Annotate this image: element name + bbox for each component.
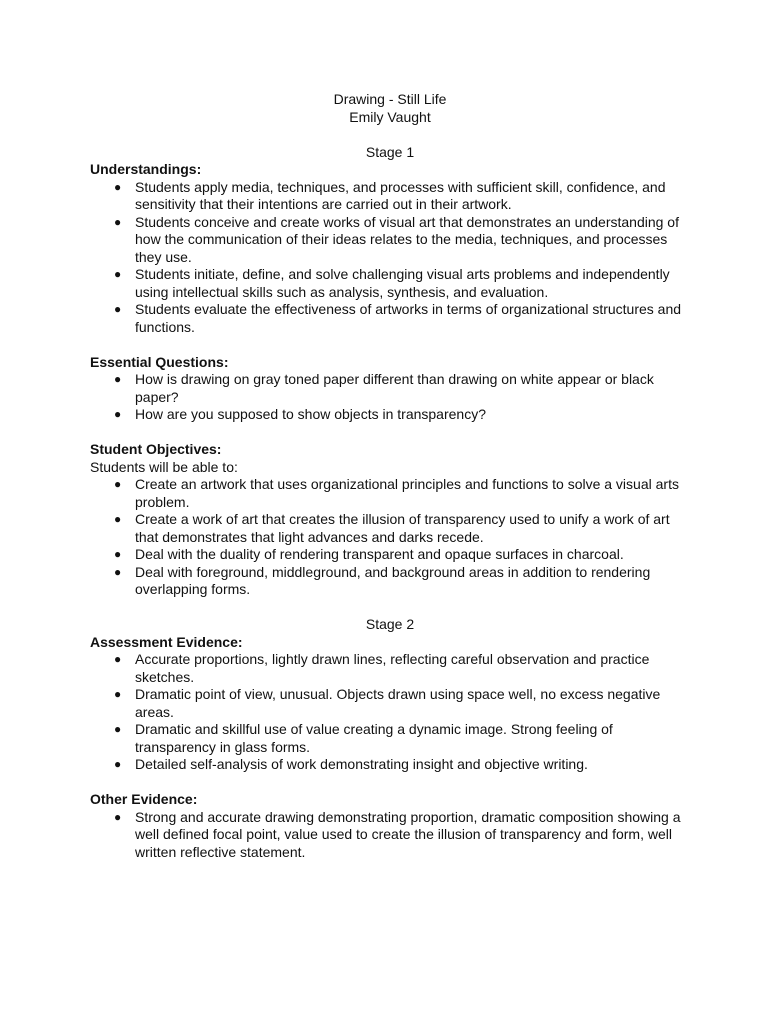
bullet-icon: ● [114,757,122,771]
student-objectives-intro: Students will be able to: [90,458,238,475]
other-evidence-section [90,791,690,861]
list-item [90,301,690,336]
bullet-icon: ● [114,302,122,316]
other-evidence-heading: Other Evidence: [90,791,198,807]
bullet-icon: ● [114,547,122,561]
list-item [90,266,690,301]
list-item-text: How are you supposed to show objects in transparency? [135,406,486,422]
bullet-icon: ● [114,267,122,281]
list-item [90,651,690,686]
list-item [90,686,690,721]
bullet-icon: ● [114,512,122,526]
list-item [90,721,690,756]
other-evidence-list [90,809,690,862]
list-item-text: Students apply media, techniques, and processes with sufficient skill, confidence, and sensitivity that their intentions are carried out in their artwork. [135,178,666,212]
bullet-icon: ● [114,809,122,824]
document-title: Drawing - Still Life [333,91,447,107]
bullet-icon: ● [114,179,122,194]
list-item [90,406,690,424]
list-item [90,179,690,214]
student-objectives-section [90,441,690,599]
list-item-text: Create a work of art that creates the illusion of transparency used to unify a work of art that demonstrates that light advances and darks recede. [135,511,670,545]
understandings-section [90,161,690,336]
assessment-evidence-list [90,651,690,774]
list-item [90,564,690,599]
bullet-icon: ● [114,722,122,736]
essential-questions-list [90,371,690,424]
list-item-text: Accurate proportions, lightly drawn lines, reflecting careful observation and practice sketches. [135,651,650,685]
list-item-text: Create an artwork that uses organizational principles and functions to solve a visual arts problem. [135,476,679,510]
essential-questions-section [90,354,690,424]
bullet-icon: ● [114,407,122,421]
list-item-text: Dramatic point of view, unusual. Objects drawn using space well, no excess negative areas. [135,686,661,720]
essential-questions-heading: Essential Questions: [90,353,229,370]
understandings-list [90,179,690,337]
list-item [90,511,690,546]
list-item-text: How is drawing on gray toned paper different than drawing on white appear or black paper? [135,371,654,405]
list-item [90,371,690,406]
bullet-icon: ● [114,372,122,386]
list-item-text: Detailed self-analysis of work demonstrating insight and objective writing. [135,756,588,772]
understandings-heading: Understandings: [90,161,202,177]
stage-1-label: Stage 1 [365,143,415,160]
list-item-text: Deal with the duality of rendering transparent and opaque surfaces in charcoal. [135,546,624,562]
bullet-icon: ● [114,477,122,491]
list-item-text: Students evaluate the effectiveness of artworks in terms of organizational structures and functions. [135,301,682,335]
list-item-text: Deal with foreground, middleground, and background areas in addition to rendering overlapping forms. [135,563,651,597]
bullet-icon: ● [114,564,122,579]
document-author: Emily Vaught [349,108,431,125]
student-objectives-list [90,476,690,599]
list-item-text: Students initiate, define, and solve challenging visual arts problems and independently using intellectual skills such as analysis, synthesis, and evaluation. [135,266,670,300]
list-item-text: Students conceive and create works of visual art that demonstrates an understanding of how the communication of their ideas relates to the media, techniques, and processes they use. [135,213,679,265]
list-item [90,214,690,267]
assessment-evidence-heading: Assessment Evidence: [90,633,243,650]
stage-2-label: Stage 2 [365,616,415,632]
list-item-text: Dramatic and skillful use of value creating a dynamic image. Strong feeling of transparency in glass forms. [135,721,613,755]
list-item [90,756,690,774]
list-item [90,809,690,862]
list-item [90,476,690,511]
list-item-text: Strong and accurate drawing demonstrating proportion, dramatic composition showing a well defined focal point, value used to create the illusion of transparency and form, well written reflective statement. [135,808,681,860]
assessment-evidence-section [90,634,690,774]
student-objectives-heading: Student Objectives: [90,441,222,457]
document-body [90,91,690,879]
bullet-icon: ● [114,214,122,229]
bullet-icon: ● [114,687,122,701]
bullet-icon: ● [114,652,122,666]
list-item [90,546,690,564]
